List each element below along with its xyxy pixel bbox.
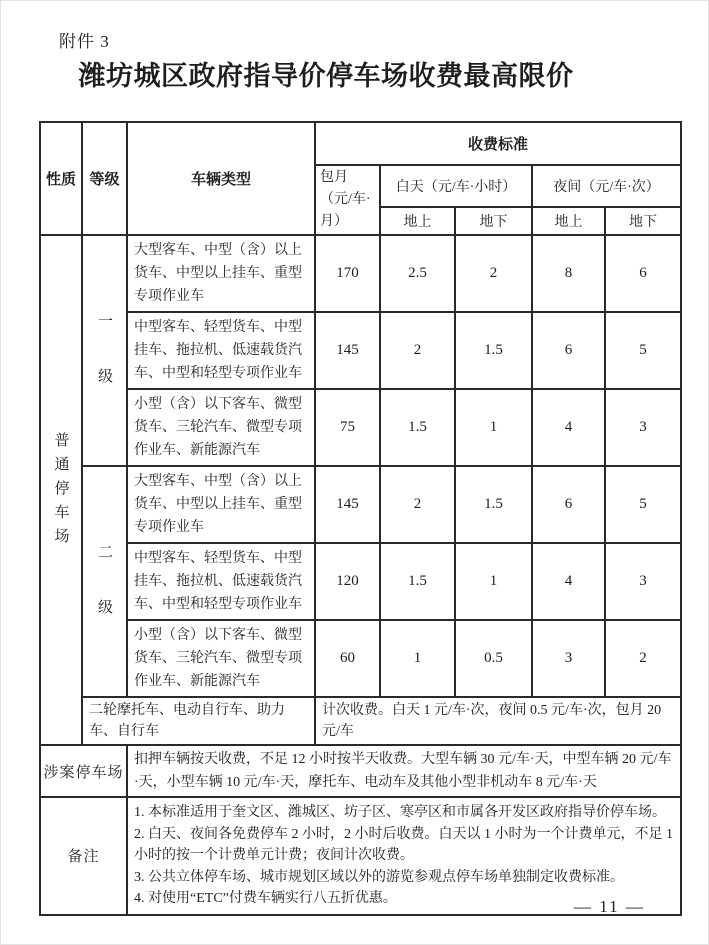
remark-line: 3. 公共立体停车场、城市规划区域以外的游览参观点停车场单独制定收费标准。 — [134, 869, 624, 885]
night-under-fee-cell: 5 — [605, 466, 681, 543]
monthly-fee-cell: 170 — [315, 235, 380, 312]
day-above-fee-cell: 1.5 — [380, 543, 455, 620]
header-monthly: 包月（元/车·月） — [315, 165, 380, 235]
table-row — [40, 620, 681, 697]
attachment-label: 附件 3 — [59, 32, 110, 51]
day-under-fee-cell: 0.5 — [455, 620, 532, 697]
night-under-fee-cell: 3 — [605, 543, 681, 620]
night-under-fee-cell: 3 — [605, 389, 681, 466]
page-number: — 11 — — [574, 897, 645, 916]
table-row — [40, 466, 681, 543]
day-above-fee-cell: 2.5 — [380, 235, 455, 312]
day-above-fee-cell: 1.5 — [380, 389, 455, 466]
vehicle-type-cell: 小型（含）以下客车、微型货车、三轮汽车、微型专项作业车、新能源汽车 — [127, 620, 315, 697]
vehicle-type-cell: 大型客车、中型（含）以上货车、中型以上挂车、重型专项作业车 — [127, 235, 315, 312]
monthly-fee-cell: 120 — [315, 543, 380, 620]
night-under-fee-cell: 2 — [605, 620, 681, 697]
day-above-fee-cell: 2 — [380, 466, 455, 543]
table-row — [40, 745, 681, 797]
night-under-fee-cell: 6 — [605, 235, 681, 312]
header-level: 等级 — [82, 122, 127, 235]
table-row — [40, 543, 681, 620]
table-row — [40, 697, 681, 745]
remark-line: 1. 本标准适用于奎文区、潍城区、坊子区、寒亭区和市属各开发区政府指导价停车场。 — [134, 805, 666, 820]
vehicle-type-cell: 中型客车、轻型货车、中型挂车、拖拉机、低速载货汽车、中型和轻型专项作业车 — [127, 543, 315, 620]
nature-ordinary-label: 普通停车场 — [52, 431, 69, 552]
level-2-label: 二级 — [96, 544, 112, 654]
level-1-label: 一级 — [96, 313, 112, 423]
two-wheel-fee-cell: 计次收费。白天 1 元/车·次，夜间 0.5 元/车·次，包月 20 元/车 — [315, 697, 681, 745]
day-above-fee-cell: 2 — [380, 312, 455, 389]
day-above-fee-cell: 1 — [380, 620, 455, 697]
remark-line: 2. 白天、夜间各免费停车 2 小时，2 小时后收费。白天以 1 小时为一个计费单元，不足 1 小时的按一个计费单元计费；夜间计次收费。 — [134, 826, 673, 863]
vehicle-type-cell: 小型（含）以下客车、微型货车、三轮汽车、微型专项作业车、新能源汽车 — [127, 389, 315, 466]
vehicle-type-cell: 中型客车、轻型货车、中型挂车、拖拉机、低速载货汽车、中型和轻型专项作业车 — [127, 312, 315, 389]
level-1-cell — [82, 235, 127, 466]
night-above-fee-cell: 8 — [532, 235, 605, 312]
two-wheel-vehicle-cell: 二轮摩托车、电动自行车、助力车、自行车 — [82, 697, 315, 745]
night-above-fee-cell: 4 — [532, 543, 605, 620]
header-daytime: 白天（元/车·小时） — [380, 165, 532, 207]
monthly-fee-cell: 145 — [315, 466, 380, 543]
header-night: 夜间（元/车·次） — [532, 165, 681, 207]
day-under-fee-cell: 1.5 — [455, 312, 532, 389]
header-nature: 性质 — [40, 122, 82, 235]
nature-ordinary-parking — [40, 235, 82, 745]
fee-table — [39, 121, 682, 916]
night-above-fee-cell: 6 — [532, 466, 605, 543]
vehicle-type-cell: 大型客车、中型（含）以上货车、中型以上挂车、重型专项作业车 — [127, 466, 315, 543]
remark-line: 4. 对使用“ETC”付费车辆实行八五折优惠。 — [134, 891, 397, 906]
night-above-fee-cell: 3 — [532, 620, 605, 697]
header-fee-standard: 收费标准 — [315, 122, 681, 165]
header-vehicle-type: 车辆类型 — [127, 122, 315, 235]
header-day-above: 地上 — [380, 207, 455, 235]
case-parking-label: 涉案停车场 — [40, 745, 127, 797]
header-night-under: 地下 — [605, 207, 681, 235]
night-above-fee-cell: 6 — [532, 312, 605, 389]
header-night-above: 地上 — [532, 207, 605, 235]
monthly-fee-cell: 75 — [315, 389, 380, 466]
day-under-fee-cell: 1.5 — [455, 466, 532, 543]
header-day-under: 地下 — [455, 207, 532, 235]
level-2-cell — [82, 466, 127, 697]
monthly-fee-cell: 145 — [315, 312, 380, 389]
case-parking-text: 扣押车辆按天收费，不足 12 小时按半天收费。大型车辆 30 元/车·天，中型车辆 20 元/车·天，小型车辆 10 元/车·天，摩托车、电动车及其他小型非机动车 8 元/车·天 — [127, 745, 681, 797]
day-under-fee-cell: 1 — [455, 389, 532, 466]
monthly-fee-cell: 60 — [315, 620, 380, 697]
table-row — [40, 235, 681, 312]
table-row — [40, 389, 681, 466]
table-row — [40, 312, 681, 389]
page-title: 潍坊城区政府指导价停车场收费最高限价 — [78, 61, 574, 91]
night-above-fee-cell: 4 — [532, 389, 605, 466]
night-under-fee-cell: 5 — [605, 312, 681, 389]
day-under-fee-cell: 2 — [455, 235, 532, 312]
remarks-label: 备注 — [40, 797, 127, 915]
day-under-fee-cell: 1 — [455, 543, 532, 620]
